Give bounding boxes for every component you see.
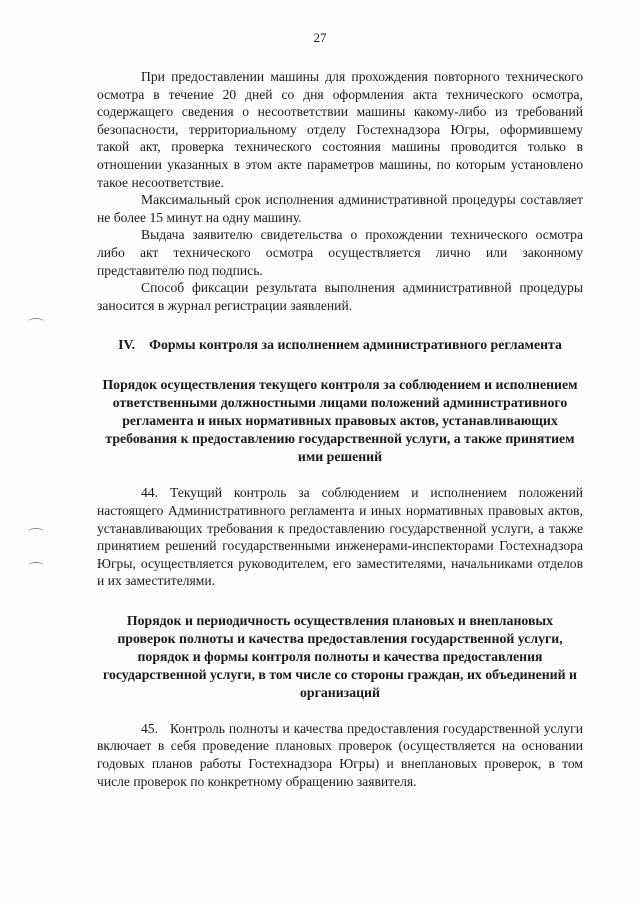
numbered-paragraph [97, 720, 583, 790]
subsection-heading: Порядок и периодичность осуществления плановых и внеплановых проверок полноты и качества предоставления государственной услуги, порядок и формы контроля полноты и качества предоставления государственной услуги, в том числе со стороны граждан, их объединений и организаций [103, 612, 577, 700]
item-text: Контроль полноты и качества предоставления государственной услуги включает в себя проведение плановых проверок (осуществляется на основании годовых планов работы Гостехнадзора Югры) и внеплановых проверок, в том числе проверок по конкретному обращению заявителя. [97, 720, 583, 789]
subsection-heading: Порядок осуществления текущего контроля за соблюдением и исполнением ответственными должностными лицами положений административного регламента и иных нормативных правовых актов, устанавливающих требования к предоставлению государственной услуги, а также принятием ими решений [102, 377, 578, 465]
paragraph: При предоставлении машины для прохождения повторного технического осмотра в течение 20 дней со дня оформления акта технического осмотра, содержащего сведения о несоответствии машины какому-либо из требований безопасности, территориальному отделу Гостехнадзора Югры, оформившему такой акт, проверка технического состояния машины проводится только в отношении указанных в этом акте параметров машины, по которым установлено такое несоответствие. [97, 69, 583, 190]
document-body [97, 68, 583, 790]
section-heading [97, 336, 583, 354]
section-title-text: Формы контроля за исполнением административного регламента [149, 337, 562, 353]
page-number: 27 [313, 30, 327, 45]
item-number: 44. [141, 485, 158, 501]
section-number: IV. [118, 337, 136, 353]
paragraph: Способ фиксации результата выполнения административной процедуры заносится в журнал регистрации заявлений. [97, 280, 583, 313]
scan-artifact-mark [28, 562, 44, 569]
scan-artifact-mark [28, 528, 44, 535]
paragraph: Выдача заявителю свидетельства о прохождении технического осмотра либо акт технического осмотра осуществляется лично или законному представителю под подпись. [97, 227, 583, 278]
scan-artifact-mark [28, 318, 44, 325]
item-number: 45. [141, 720, 158, 736]
item-text: Текущий контроль за соблюдением и исполнением положений настоящего Административного регламента и иных нормативных правовых актов, устанавливающих требования к предоставлению государственной услуги, а также принятием решений государственными инженерами-инспекторами Гостехнадзора Югры, осуществляется руководителем, его заместителями, начальниками отделов и их заместителями. [97, 485, 583, 589]
numbered-paragraph [97, 484, 583, 590]
paragraph: Максимальный срок исполнения административной процедуры составляет не более 15 минут на одну машину. [97, 192, 583, 225]
